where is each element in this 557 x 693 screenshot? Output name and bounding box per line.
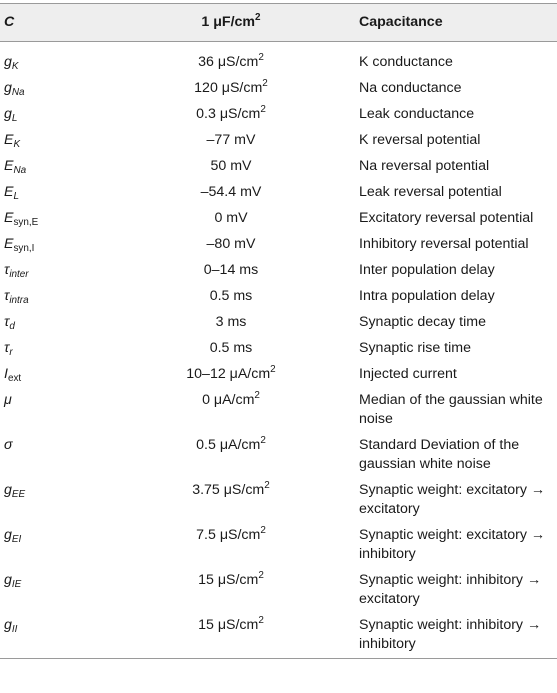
- parameter-description: Na reversal potential: [359, 158, 490, 174]
- parameter-symbol: [0, 388, 107, 433]
- symbol-subscript: d: [9, 321, 15, 332]
- parameter-value: [107, 568, 355, 613]
- symbol-base: g: [4, 527, 12, 543]
- table-row: [0, 258, 557, 284]
- header-value: [107, 4, 355, 42]
- parameter-description: K conductance: [359, 54, 453, 70]
- symbol-base: E: [4, 132, 14, 148]
- header-value-sup: 2: [255, 12, 261, 23]
- parameter-symbol: [0, 478, 107, 523]
- symbol-base: E: [4, 158, 14, 174]
- parameter-description: Excitatory reversal potential: [359, 210, 534, 226]
- parameter-value: [107, 433, 355, 478]
- parameter-value: [107, 76, 355, 102]
- parameter-symbol: [0, 102, 107, 128]
- value-text: –80 mV: [206, 236, 256, 252]
- header-row: [0, 4, 557, 42]
- table-row: [0, 613, 557, 659]
- parameter-value: [107, 206, 355, 232]
- value-text: –54.4 mV: [200, 184, 262, 200]
- value-text: 0–14 ms: [203, 262, 259, 278]
- parameter-symbol: [0, 232, 107, 258]
- symbol-base: τ: [4, 262, 10, 278]
- parameter-description: Synaptic weight: inhibitory → excitatory: [359, 572, 542, 607]
- parameter-value: [107, 388, 355, 433]
- value-text: 0.5 μA/cm: [196, 437, 261, 453]
- value-text: 7.5 μS/cm: [196, 527, 261, 543]
- symbol-subscript: II: [11, 624, 18, 635]
- value-superscript: 2: [270, 364, 276, 375]
- value-superscript: 2: [260, 525, 266, 536]
- parameter-value: [107, 232, 355, 258]
- symbol-subscript: syn,E: [13, 217, 39, 228]
- parameter-description: Synaptic weight: excitatory → excitatory: [359, 482, 546, 517]
- table-row: [0, 568, 557, 613]
- table-row: [0, 284, 557, 310]
- symbol-subscript: r: [9, 347, 13, 358]
- parameter-symbol: [0, 258, 107, 284]
- parameter-description: Synaptic weight: inhibitory → inhibitory: [359, 617, 542, 652]
- parameter-symbol: [0, 128, 107, 154]
- parameter-symbol: [0, 310, 107, 336]
- symbol-base: E: [4, 184, 14, 200]
- symbol-base: g: [4, 482, 12, 498]
- value-text: 0 μA/cm: [202, 392, 255, 408]
- value-text: 0.3 μS/cm: [196, 106, 261, 122]
- parameter-symbol: [0, 206, 107, 232]
- symbol-base: τ: [4, 314, 10, 330]
- value-superscript: 2: [262, 78, 268, 89]
- table-row: [0, 206, 557, 232]
- parameter-value: [107, 42, 355, 77]
- value-superscript: 2: [260, 104, 266, 115]
- table-row: [0, 102, 557, 128]
- symbol-base: g: [4, 106, 12, 122]
- header-symbol: C: [4, 14, 15, 30]
- parameter-symbol: [0, 568, 107, 613]
- table-row: [0, 128, 557, 154]
- value-text: –77 mV: [206, 132, 256, 148]
- table-row: [0, 310, 557, 336]
- table-row: [0, 433, 557, 478]
- parameter-value: [107, 258, 355, 284]
- parameter-symbol: [0, 76, 107, 102]
- parameter-description: Standard Deviation of the gaussian white noise: [359, 437, 520, 472]
- symbol-subscript: Na: [13, 165, 27, 176]
- value-superscript: 2: [258, 615, 264, 626]
- symbol-subscript: EI: [11, 534, 22, 545]
- symbol-subscript: inter: [9, 269, 29, 280]
- parameter-value: [107, 310, 355, 336]
- parameter-value: [107, 102, 355, 128]
- value-superscript: 2: [264, 480, 270, 491]
- symbol-subscript: Na: [11, 87, 25, 98]
- parameter-description: Synaptic rise time: [359, 340, 471, 356]
- table-body: [0, 42, 557, 659]
- table-row: [0, 42, 557, 77]
- value-text: 50 mV: [210, 158, 252, 174]
- value-superscript: 2: [258, 570, 264, 581]
- symbol-base: E: [4, 210, 14, 226]
- value-text: 15 μS/cm: [198, 617, 259, 633]
- parameter-value: [107, 180, 355, 206]
- parameter-value: [107, 523, 355, 568]
- parameter-description: Synaptic weight: excitatory → inhibitory: [359, 527, 546, 562]
- table-row: [0, 76, 557, 102]
- table-row: [0, 362, 557, 388]
- parameter-table: [0, 3, 557, 659]
- parameter-symbol: [0, 613, 107, 659]
- symbol-base: E: [4, 236, 14, 252]
- parameter-description: Leak conductance: [359, 106, 475, 122]
- symbol-base: g: [4, 572, 12, 588]
- symbol-subscript: syn,I: [13, 243, 35, 254]
- symbol-subscript: K: [11, 61, 19, 72]
- symbol-base: τ: [4, 288, 10, 304]
- value-text: 15 μS/cm: [198, 572, 259, 588]
- symbol-subscript: L: [13, 191, 19, 202]
- header-value-text: 1 μF/cm: [201, 14, 256, 30]
- value-superscript: 2: [254, 390, 260, 401]
- value-superscript: 2: [260, 435, 266, 446]
- symbol-base: σ: [4, 437, 13, 453]
- parameter-value: [107, 613, 355, 659]
- table-row: [0, 180, 557, 206]
- parameter-symbol: [0, 433, 107, 478]
- table-row: [0, 478, 557, 523]
- parameter-description: Intra population delay: [359, 288, 495, 304]
- parameter-symbol: [0, 336, 107, 362]
- value-text: 3.75 μS/cm: [192, 482, 265, 498]
- parameter-symbol: [0, 284, 107, 310]
- symbol-base: τ: [4, 340, 10, 356]
- value-text: 0 mV: [214, 210, 248, 226]
- value-superscript: 2: [258, 52, 264, 63]
- table-row: [0, 523, 557, 568]
- symbol-base: g: [4, 80, 12, 96]
- value-text: 0.5 ms: [209, 340, 253, 356]
- value-text: 10–12 μA/cm: [186, 366, 271, 382]
- symbol-subscript: IE: [11, 579, 22, 590]
- symbol-base: μ: [4, 392, 12, 408]
- symbol-base: I: [4, 366, 8, 382]
- table-row: [0, 336, 557, 362]
- parameter-description: Inter population delay: [359, 262, 495, 278]
- symbol-subscript: EE: [11, 489, 26, 500]
- parameter-description: Injected current: [359, 366, 457, 382]
- value-text: 3 ms: [215, 314, 247, 330]
- value-text: 0.5 ms: [209, 288, 253, 304]
- parameter-symbol: [0, 154, 107, 180]
- parameter-description: Inhibitory reversal potential: [359, 236, 529, 252]
- value-text: 36 μS/cm: [198, 54, 259, 70]
- parameter-description: Leak reversal potential: [359, 184, 502, 200]
- table-row: [0, 388, 557, 433]
- symbol-subscript: intra: [9, 295, 29, 306]
- symbol-subscript: ext: [7, 373, 22, 384]
- parameter-description: Na conductance: [359, 80, 462, 96]
- symbol-base: g: [4, 54, 12, 70]
- value-text: 120 μS/cm: [194, 80, 263, 96]
- parameter-description: Synaptic decay time: [359, 314, 486, 330]
- parameter-description: K reversal potential: [359, 132, 481, 148]
- parameter-symbol: [0, 42, 107, 77]
- table-row: [0, 232, 557, 258]
- parameter-value: [107, 362, 355, 388]
- symbol-subscript: L: [11, 113, 18, 124]
- parameter-value: [107, 284, 355, 310]
- table-row: [0, 154, 557, 180]
- parameter-symbol: [0, 523, 107, 568]
- symbol-base: g: [4, 617, 12, 633]
- parameter-value: [107, 478, 355, 523]
- parameter-value: [107, 336, 355, 362]
- parameter-description: Median of the gaussian white noise: [359, 392, 543, 427]
- symbol-subscript: K: [13, 139, 21, 150]
- parameter-symbol: [0, 362, 107, 388]
- header-description: Capacitance: [359, 14, 443, 30]
- parameter-value: [107, 128, 355, 154]
- parameter-value: [107, 154, 355, 180]
- table-header: [0, 4, 557, 42]
- parameter-symbol: [0, 180, 107, 206]
